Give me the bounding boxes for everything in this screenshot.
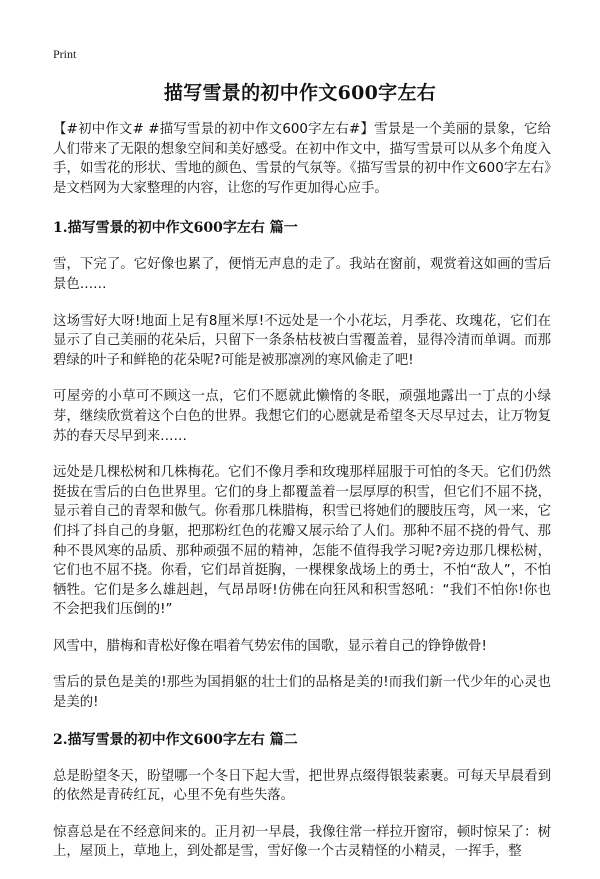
section-2-paragraph: 总是盼望冬天，盼望哪一个冬日下起大雪，把世界点缀得银装素裹。可每天早晨看到的依然是青砖红瓦，心里不免有些失落。	[53, 768, 551, 804]
article-body	[53, 120, 551, 879]
section-2-paragraph: 惊喜总是在不经意间来的。正月初一早晨，我像往常一样拉开窗帘，顿时惊呆了：树上，屋顶上，草地上，到处都是雪，雪好像一个古灵精怪的小精灵，一挥手，整	[53, 824, 551, 860]
section-1-paragraph: 这场雪好大呀!地面上足有8厘米厚!不远处是一个小花坛，月季花、玫瑰花，它们在显示了自己美丽的花朵后，只留下一条条枯枝被白雪覆盖着，显得冷清而单调。而那碧绿的叶子和鲜艳的花朵呢?可能是被那凛冽的寒风偷走了吧!	[53, 313, 551, 368]
print-link[interactable]: Print	[53, 47, 77, 61]
section-heading-2: 2.描写雪景的初中作文600字左右 篇二	[53, 731, 298, 748]
section-1-paragraph: 远处是几棵松树和几株梅花。它们不像月季和玫瑰那样屈服于可怕的冬天。它们仍然挺拔在雪后的白色世界里。它们的身上都覆盖着一层厚厚的积雪，但它们不屈不挠，显示着自己的青翠和傲气。你看那几株腊梅，积雪已将她们的腰肢压弯，风一来，它们抖了抖自己的身躯，把那粉红色的花瓣又展示给了人们。那种不屈不挠的骨气、那种不畏风寒的品质、那种顽强不屈的精神，怎能不值得我学习呢?旁边那几棵松树，它们也不屈不挠。你看，它们昂首挺胸，一棵棵象战场上的勇士，不怕“敌人”，不怕牺牲。它们是多么雄赳赳，气昂昂呀!仿佛在向狂风和积雪怒吼：“我们不怕你!你也不会把我们压倒的!”	[53, 465, 551, 618]
page-title: 描写雪景的初中作文600字左右	[163, 82, 437, 104]
section-1-paragraph: 雪后的景色是美的!那些为国捐躯的壮士们的品格是美的!而我们新一代少年的心灵也是美的!	[53, 675, 551, 711]
section-1-paragraph: 雪，下完了。它好像也累了，便悄无声息的走了。我站在窗前，观赏着这如画的雪后景色……	[53, 257, 551, 292]
intro-paragraph: 【#初中作文# #描写雪景的初中作文600字左右#】雪景是一个美丽的景象，它给人们带来了无限的想象空间和美好感受。在初中作文中，描写雪景可以从多个角度入手，如雪花的形状、雪地的颜色、雪景的气氛等。《描写雪景的初中作文600字左右》是文档网为大家整理的内容，让您的写作更加得心应手。	[53, 122, 551, 196]
section-1-paragraph: 可屋旁的小草可不顾这一点，它们不愿就此懒惰的冬眠，顽强地露出一丁点的小绿芽，继续欣赏着这个白色的世界。我想它们的心愿就是希望冬天尽早过去，让万物复苏的春天尽早到来……	[53, 389, 551, 444]
section-heading-1: 1.描写雪景的初中作文600字左右 篇一	[53, 220, 298, 237]
section-1-paragraph: 风雪中，腊梅和青松好像在唱着气势宏伟的国歌，显示着自己的铮铮傲骨!	[53, 638, 487, 654]
